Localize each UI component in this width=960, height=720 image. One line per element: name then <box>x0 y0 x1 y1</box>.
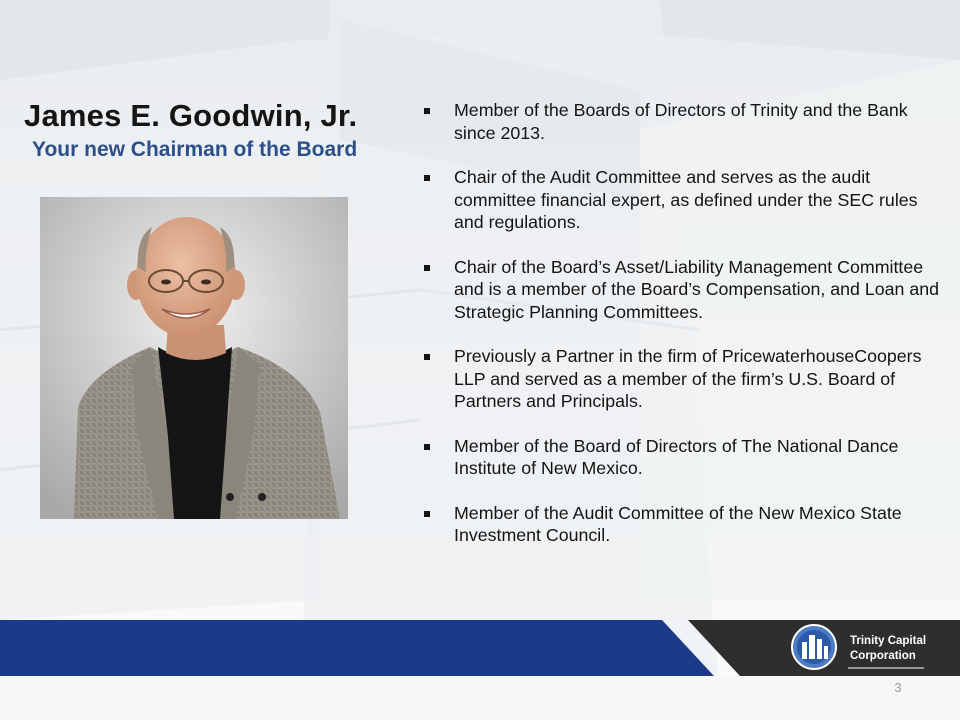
bullet-square-icon <box>424 354 430 360</box>
bio-bullet-text: Previously a Partner in the firm of PricewaterhouseCoopers LLP and served as a member of the firm’s U.S. Board of Partners and Principals. <box>454 346 922 411</box>
page-number: 3 <box>894 680 902 695</box>
bio-bullet <box>424 435 944 480</box>
slide-subtitle: Your new Chairman of the Board <box>32 138 358 161</box>
bullet-square-icon <box>424 511 430 517</box>
company-name-line2: Corporation <box>850 650 916 662</box>
bio-bullet <box>424 99 944 144</box>
bullet-square-icon <box>424 444 430 450</box>
bullet-square-icon <box>424 265 430 271</box>
bio-bullet-text: Member of the Boards of Directors of Trinity and the Bank since 2013. <box>454 100 908 143</box>
bio-bullet <box>424 502 944 547</box>
company-name-line1: Trinity Capital <box>850 635 927 647</box>
bio-bullet <box>424 345 944 413</box>
bullet-square-icon <box>424 108 430 114</box>
bio-bullet-list <box>424 99 944 569</box>
bio-bullet-text: Chair of the Audit Committee and serves as the audit committee financial expert, as defined under the SEC rules and regulations. <box>454 167 918 232</box>
company-name <box>850 634 926 664</box>
bio-bullet <box>424 256 944 324</box>
footer-blue-band <box>0 620 714 676</box>
person-name: James E. Goodwin, Jr. <box>24 98 358 133</box>
portrait-photo <box>40 197 348 519</box>
bio-bullet-text: Chair of the Board’s Asset/Liability Management Committee and is a member of the Board’s Compensation, and Loan and Strategic Planning Committees. <box>454 256 940 322</box>
bio-bullet-text: Member of the Board of Directors of The National Dance Institute of New Mexico. <box>454 435 899 478</box>
bio-bullet-text: Member of the Audit Committee of the New Mexico State Investment Council. <box>454 502 902 545</box>
bio-bullet <box>424 166 944 234</box>
bullet-square-icon <box>424 175 430 181</box>
